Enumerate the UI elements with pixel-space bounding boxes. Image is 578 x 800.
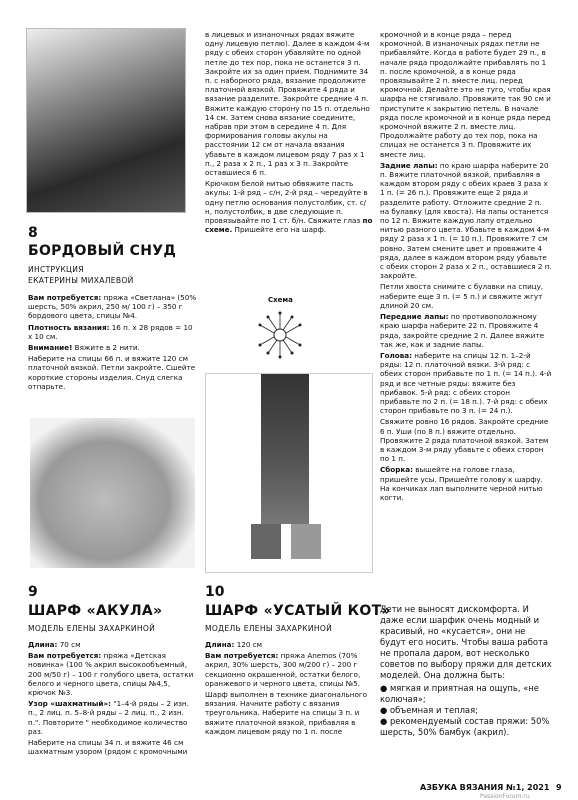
label: Сборка: [380, 465, 413, 475]
label: Голова: [380, 350, 412, 360]
item-number: 9 [28, 584, 38, 600]
text: Шарф выполнен в технике диагонального вязания. Начните работу с вязания треугольника. Наберите на спицы 3 п. и вяжите платочной вязкой, прибавляя в каждом лицевом ряду по 1 п. после [205, 690, 368, 736]
item-title: ШАРФ «АКУЛА» [28, 603, 163, 619]
tip-item: ● мягкая и приятная на ощупь, «не колючая»; [380, 683, 539, 704]
text: Наберите на спицы 34 п. и вяжите 46 см шахматным узором (рядом с кромочными [28, 738, 188, 757]
tip-item: ● объемная и теплая; [380, 705, 478, 715]
label: Вам потребуется: [28, 651, 102, 661]
snood-text [28, 293, 198, 393]
yarn-tips-box [380, 604, 552, 738]
text: Вяжите в 2 нити. [72, 343, 140, 353]
text: 70 см [57, 640, 81, 649]
cat-text [205, 640, 373, 738]
shark-text-continued [205, 30, 373, 236]
item-author: ЕКАТЕРИНЫ МИХАЛЕВОЙ [28, 276, 134, 285]
label: Вам потребуется: [205, 651, 279, 661]
schema-label: Схема [268, 296, 293, 304]
page-number: 9 [556, 783, 562, 792]
tip-text: рекомендуемый состав пряжи: 50% шерсть, 50% бамбук (акрил). [380, 716, 550, 737]
text: "1–4-й ряды – 2 изн. п., 2 лиц. п. 5–8-й ряды – 2 лиц. п., 2 изн. п.". Повторите " необходимое количество раз. [28, 699, 189, 736]
text: вышейте на голове глаза, пришейте усы. Пришейте голову к шарфу. На кончиках лап выполните черной нитью когти. [380, 465, 543, 502]
snood-photo [26, 28, 186, 213]
eye-crochet-schema [250, 305, 310, 365]
text: в лицевых и изнаночных рядах вяжите одну лицевую петлю). Далее в каждом 4-м ряду с обеих сторон убавляйте по одной петле до тех пор, пока не останется 3 п. Закройте их за один прием. Поднимите 34 п. с наборного ряда, вязание продолжите платочной вязкой. Провяжите 4 ряда и вязание разделите. Закройте средние 4 п. Вяжите каждую сторону по 15 п. отдельно 14 см. Затем снова вязание соедините, набрав при этом в середине 4 п. Для формирования головы акулы на расстоянии 12 см от начала вязания убавьте в каждом лицевом ряду 7 раз х 1 п., 2 раза х 2 п., 1 раз х 3 п. Закройте оставшиеся 6 п. [205, 30, 370, 178]
label: Передние лапы: [380, 312, 449, 322]
item-subtitle: ИНСТРУКЦИЯ [28, 265, 84, 274]
text: наберите на спицы 12 п. 1–2-й ряды: 12 п. платочной вязки. 3-й ряд: с обеих сторон прибавьте по 1 п. (= 14 п.). 4-й ряд и все четные ряды: вяжите без прибавок. 5-й ряд: с обеих сторон прибавьте по 2 п. (= 18 п.). 7-й ряд: с обеих сторон прибавьте по 3 п. (= 24 п.). [380, 350, 552, 416]
label: Задние лапы: [380, 160, 438, 170]
site-watermark: PassionForum.ru [480, 793, 530, 800]
label: Узор «шахматный»: [28, 699, 111, 709]
label: Внимание! [28, 343, 73, 353]
tips-intro: Дети не выносят дискомфорта. И даже если шарфик очень модный и красивый, но «кусается», они не будут его носить. Чтобы ваша работа не пропала даром, вот несколько советов по выбору пряжи для детских моделей. Она должна быть: [380, 604, 552, 680]
cat-scarf-photo [205, 373, 373, 573]
text: кромочной и в конце ряда – перед кромочной. В изнаночных рядах петли не прибавляйте. Когда в работе будет 29 п., в начале ряда продолжайте прибавлять по 1 п. после кромочной, а в конце ряда провязывайте 2 п. вместе лиц. перед кромочной. Делайте это не туго, чтобы края шарфа не стягивало. Провяжите так 90 см и приступите к закрытию петель. В начале ряда после кромочной и в конце ряда перед кромочной вяжите 2 п. вместе лиц. Продолжайте работу до тех пор, пока на спицах не останется 3 п. Провяжите их вместе лиц. [380, 30, 551, 159]
item-number: 8 [28, 225, 38, 241]
text: Крючком белой нитью обвяжите пасть акулы: 1-й ряд – с/н, 2-й ряд – чередуйте в одну петлю основания полустолбик, ст. с/н, полустолбик, в две следующие п. провязывайте по 1 ст. б/н. Свяжите глаз [205, 179, 368, 226]
magazine-name: АЗБУКА ВЯЗАНИЯ №1, 2021 [420, 783, 550, 792]
cat-text-continued [380, 30, 552, 504]
item-title: БОРДОВЫЙ СНУД [28, 243, 177, 259]
text: по краю шарфа наберите 20 п. Вяжите платочной вязкой, прибавляя в каждом втором ряду с обеих краев 3 раза х 1 п. (= 26 п.). Провяжите еще 2 ряда и разделите работу. Отложите средние 2 п. на булавку (для хвоста). На лапы останется по 12 п. Вяжите каждую лапу отдельно нитью разного цвета. Убавьте в каждом 4-м ряду 2 раза х 1 п. (= 10 п.). Провяжите 7 см ровно. Затем смените цвет и провяжите 4 ряда, далее в каждом втором ряду убавьте с обеих сторон 2 раза х 2 п., оставшиеся 2 п. закройте. [380, 160, 552, 281]
tip-text: мягкая и приятная на ощупь, «не колючая»; [380, 683, 539, 704]
item-author: МОДЕЛЬ ЕЛЕНЫ ЗАХАРКИНОЙ [28, 624, 156, 633]
label: Плотность вязания: [28, 322, 110, 332]
text: пряжа «Детская новинка» (100 % акрил высокообъемный, 200 м/50 г) – 100 г голубого цвета, остатки белого и черного цвета, спицы №4,5, крючок №3. [28, 651, 194, 698]
tip-item: ● рекомендуемый состав пряжи: 50% шерсть, 50% бамбук (акрил). [380, 716, 550, 737]
label: Вам потребуется: [28, 293, 102, 302]
item-number: 10 [205, 584, 225, 600]
label: по схеме. [205, 216, 373, 235]
shark-text [28, 640, 198, 758]
text: пряжа Anemos (70% акрил, 30% шерсть, 300 м/200 г) – 200 г секционно окрашенной, остатки белого, оранжевого и черного цвета, спицы №5. [205, 651, 361, 688]
item-author: МОДЕЛЬ ЕЛЕНЫ ЗАХАРКИНОЙ [205, 624, 333, 633]
text: Пришейте его на шарф. [232, 225, 326, 235]
text: по противоположному краю шарфа наберите 22 п. Провяжите 4 ряда, закройте средние 2 п. Далее вяжите так же, как и задние лапы. [380, 312, 545, 349]
tip-text: объемная и теплая; [389, 705, 478, 715]
label: Длина: [28, 640, 58, 649]
text: Наберите на спицы 66 п. и вяжите 120 см платочной вязкой. Петли закройте. Сшейте короткие стороны изделия. Снуд слегка отпарьте. [28, 354, 196, 391]
label: Длина: [205, 640, 235, 649]
text: Свяжите ровно 16 рядов. Закройте средние 6 п. Уши (по 8 п.) вяжите отдельно. Провяжите 2 ряда платочной вязкой. Затем в каждом 3-м ряду убавьте с обеих сторон по 1 п. [380, 417, 549, 464]
text: 16 п. х 28 рядов = 10 х 10 см. [28, 322, 193, 341]
shark-scarf-photo [30, 418, 195, 568]
text: пряжа «Светлана» (50% шерсть, 50% акрил, 250 м/ 100 г) – 350 г бордового цвета, спицы №4. [28, 293, 197, 321]
text: 120 см [234, 640, 263, 649]
item-title: ШАРФ «УСАТЫЙ КОТ» [205, 603, 391, 619]
text: Петли хвоста снимите с булавки на спицу, наберите еще 3 п. (= 5 п.) и свяжите жгут длиной 20 см. [380, 282, 544, 310]
